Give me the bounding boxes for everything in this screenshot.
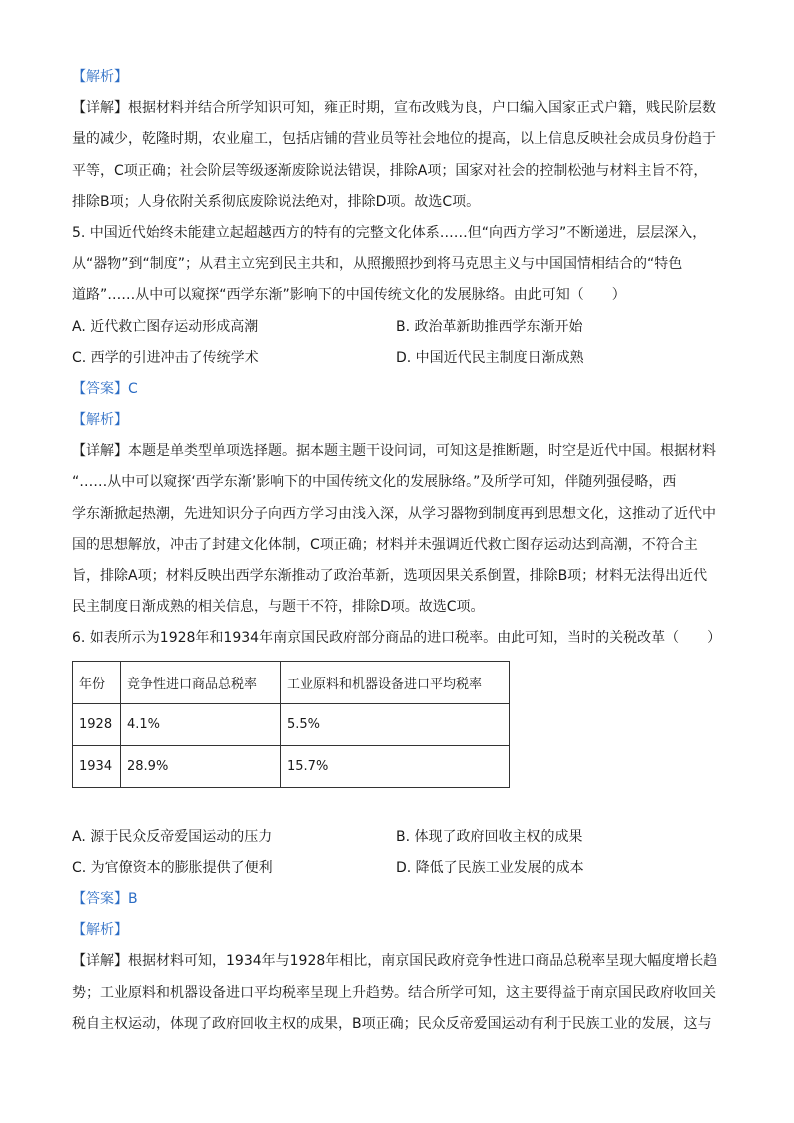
analysis-heading: 【解析】 [72,412,128,429]
detail-line: 税自主权运动，体现了政府回收主权的成果，B项正确；民众反帝爱国运动有利于民族工业的发展，这与 [72,1015,712,1032]
option-b: B. 体现了政府回收主权的成果 [396,828,583,845]
question-stem-line: 5. 中国近代始终未能建立起超越西方的特有的完整文化体系……但“向西方学习”不断递进，层层深入， [72,224,707,241]
option-c: C. 为官僚资本的膨胀提供了便利 [72,859,273,876]
detail-line: 民主制度日渐成熟的相关信息，与题干不符，排除D项。故选C项。 [72,599,485,616]
answer-heading: 【答案】C [72,380,138,397]
options-row [72,822,722,853]
option-a: A. 源于民众反帝爱国运动的压力 [72,828,273,845]
detail-line: 势；工业原料和机器设备进口平均税率呈现上升趋势。结合所学可知，这主要得益于南京国民政府收回关 [72,984,716,1001]
detail-line: 学东渐掀起热潮，先进知识分子向西方学习由浅入深，从学习器物到制度再到思想文化，这推动了近代中 [72,505,716,522]
detail-line: 【详解】根据材料并结合所学知识可知，雍正时期，宣布改贱为良，户口编入国家正式户籍，贱民阶层数 [72,100,716,117]
table-cell: 4.1% [121,703,281,745]
question-stem-line: 6. 如表所示为1928年和1934年南京国民政府部分商品的进口税率。由此可知，当时的关税改革（ ） [72,630,722,647]
detail-line: 国的思想解放，冲击了封建文化体制，C项正确；材料并未强调近代救亡图存运动达到高潮，不符合主 [72,536,698,553]
table-cell: 1934 [73,745,121,787]
detail-line: 量的减少，乾隆时期，农业雇工，包括店铺的营业员等社会地位的提高，以上信息反映社会成员身份趋于 [72,131,716,148]
detail-line: 【详解】根据材料可知，1934年与1928年相比，南京国民政府竞争性进口商品总税率呈现大幅度增长趋 [72,953,718,970]
option-a: A. 近代救亡图存运动形成高潮 [72,318,259,335]
table-cell: 5.5% [281,703,510,745]
options-row [72,853,722,884]
detail-line: 旨，排除A项；材料反映出西学东渐推动了政治革新，选项因果关系倒置，排除B项；材料无法得出近代 [72,568,708,584]
options-row [72,312,722,343]
table-cell: 15.7% [281,745,510,787]
question-stem-line: 从“器物”到“制度”；从君主立宪到民主共和，从照搬照抄到将马克思主义与中国国情相结合的“特色 [72,256,683,273]
option-d: D. 降低了民族工业发展的成本 [396,859,584,876]
document-page [72,62,722,1040]
tariff-table [72,661,510,788]
analysis-heading: 【解析】 [72,69,128,85]
table-row [73,703,510,745]
table-row [73,745,510,787]
spacer [72,788,722,822]
detail-line: “……从中可以窥探‘西学东渐’影响下的中国传统文化的发展脉络。”及所学可知，伴随列强侵略，西 [72,474,677,491]
option-b: B. 政治革新助推西学东渐开始 [396,318,583,335]
answer-heading: 【答案】B [72,890,138,907]
options-row [72,343,722,374]
table-cell: 28.9% [121,745,281,787]
table-cell: 1928 [73,703,121,745]
detail-line: 排除B项；人身依附关系彻底废除说法绝对，排除D项。故选C项。 [72,193,481,210]
table-header-cell: 竞争性进口商品总税率 [121,661,281,703]
option-d: D. 中国近代民主制度日渐成熟 [396,349,584,366]
detail-line: 平等，C项正确；社会阶层等级逐渐废除说法错误，排除A项；国家对社会的控制松弛与材料主旨不符， [72,162,708,179]
detail-line: 【详解】本题是单类型单项选择题。据本题主题干设问词，可知这是推断题，时空是近代中国。根据材料 [72,443,716,460]
table-header-cell: 工业原料和机器设备进口平均税率 [281,661,510,703]
analysis-heading: 【解析】 [72,922,128,939]
question-stem-line: 道路”……从中可以窥探“西学东渐”影响下的中国传统文化的发展脉络。由此可知（ ） [72,287,626,304]
table-header-row [73,661,510,703]
table-header-cell: 年份 [73,661,121,703]
option-c: C. 西学的引进冲击了传统学术 [72,349,259,366]
